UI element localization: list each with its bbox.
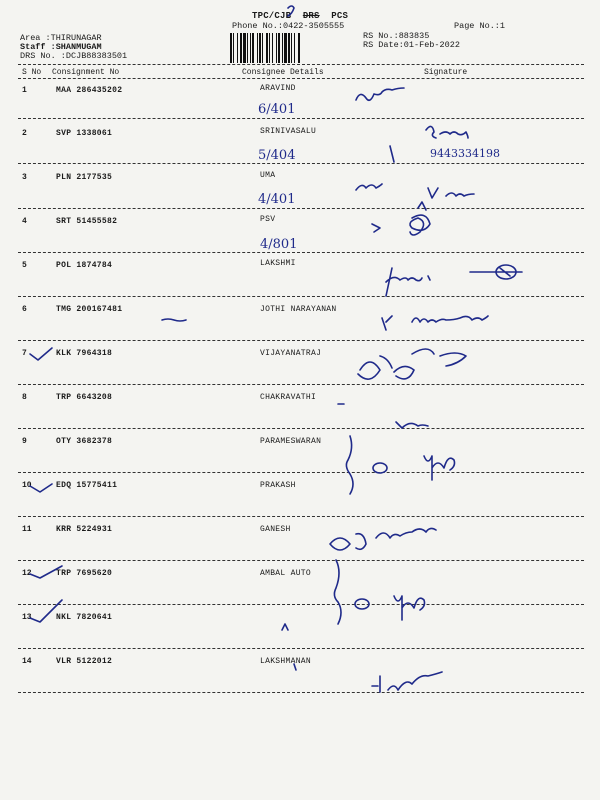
phone-number: Phone No.:0422-3505555 xyxy=(232,21,345,31)
row-consignee: VIJAYANATRAJ xyxy=(260,349,322,358)
row-consignment: NKL 7820641 xyxy=(56,613,113,622)
row-sno: 7 xyxy=(22,349,27,358)
row-consignee: UMA xyxy=(260,171,276,180)
row-sno: 10 xyxy=(22,481,32,490)
signature-11 xyxy=(330,528,436,550)
header-divider-bottom xyxy=(18,78,584,79)
signature-5-strike xyxy=(470,268,522,276)
row-consignment: MAA 286435202 xyxy=(56,86,123,95)
signature-13 xyxy=(394,596,425,620)
row-consignee: JOTHI NARAYANAN xyxy=(260,305,337,314)
door-number-4: 4/801 xyxy=(260,237,298,252)
door-number-1: 6/401 xyxy=(258,102,296,117)
row-check-7 xyxy=(30,348,52,360)
signature-3b xyxy=(428,188,474,198)
row-consignee: PRAKASH xyxy=(260,481,296,490)
barcode xyxy=(230,33,352,63)
signature-7 xyxy=(358,349,466,379)
row-consignee: SRINIVASALU xyxy=(260,127,317,136)
row-consignee: GANESH xyxy=(260,525,291,534)
column-header-consignment: Consignment No xyxy=(52,68,120,77)
row-consignment: KLK 7964318 xyxy=(56,349,113,358)
row-consignment: TRP 6643208 xyxy=(56,393,113,402)
page-number: Page No.:1 xyxy=(454,21,506,31)
row-consignee: ARAVIND xyxy=(260,84,296,93)
title-struck: DRS xyxy=(302,11,320,21)
row-sno: 3 xyxy=(22,173,27,182)
column-header-signature: Signature xyxy=(424,68,468,77)
row-consignment: POL 1874784 xyxy=(56,261,113,270)
row-divider xyxy=(18,428,584,429)
row-divider xyxy=(18,384,584,385)
area-field: Area :THIRUNAGAR xyxy=(20,33,102,43)
row-divider xyxy=(18,118,584,119)
door-number-2: 5/404 xyxy=(258,148,296,163)
door-number-3: 4/401 xyxy=(258,192,296,207)
signature-3a xyxy=(356,184,382,190)
row-divider xyxy=(18,604,584,605)
ink-tick-13 xyxy=(282,624,288,630)
header-divider-top xyxy=(18,64,584,65)
row-consignee: AMBAL AUTO xyxy=(260,569,312,578)
row-divider xyxy=(18,163,584,164)
staff-field: Staff :SHANMUGAM xyxy=(20,42,102,52)
row-consignment: EDQ 15775411 xyxy=(56,481,118,490)
row-divider xyxy=(18,516,584,517)
row-consignment: TRP 7695620 xyxy=(56,569,113,578)
row-sno: 8 xyxy=(22,393,27,402)
row-consignment: VLR 5122012 xyxy=(56,657,113,666)
row-consignment: OTY 3682378 xyxy=(56,437,113,446)
barcode-bar xyxy=(300,33,301,63)
drs-number: DRS No. :DCJB88383501 xyxy=(20,51,128,61)
row-consignment: KRR 5224931 xyxy=(56,525,113,534)
row-consignee: PARAMESWARAN xyxy=(260,437,322,446)
row-divider xyxy=(18,340,584,341)
rs-date: RS Date:01-Feb-2022 xyxy=(363,40,460,50)
ink-dash-6 xyxy=(162,319,186,321)
row-check-10 xyxy=(30,484,52,492)
row-sno: 14 xyxy=(22,657,32,666)
row-sno: 12 xyxy=(22,569,32,578)
document-title xyxy=(252,11,348,21)
ink-mark-4 xyxy=(372,224,380,232)
row-sno: 2 xyxy=(22,129,27,138)
row-consignee: LAKSHMI xyxy=(260,259,296,268)
row-consignment: SRT 51455582 xyxy=(56,217,118,226)
rs-number: RS No.:883835 xyxy=(363,31,430,41)
row-consignee: LAKSHMANAN xyxy=(260,657,312,666)
row-divider xyxy=(18,560,584,561)
row-sno: 1 xyxy=(22,86,27,95)
column-header-consignee: Consignee Details xyxy=(242,68,324,77)
row-sno: 9 xyxy=(22,437,27,446)
column-header-sno: S No xyxy=(22,68,42,77)
bracket-9 xyxy=(346,436,353,494)
signature-9 xyxy=(424,456,455,480)
row-divider xyxy=(18,648,584,649)
phone-number-2: 9443334198 xyxy=(430,147,500,160)
row-divider xyxy=(18,208,584,209)
row-divider xyxy=(18,692,584,693)
title-left: TPC/CJB xyxy=(252,11,292,21)
signature-4 xyxy=(410,202,430,235)
row-divider xyxy=(18,472,584,473)
signature-2 xyxy=(426,126,468,138)
title-right: PCS xyxy=(331,11,349,21)
signature-14 xyxy=(372,672,442,692)
row-sno: 4 xyxy=(22,217,27,226)
signature-5a xyxy=(386,268,430,296)
row-consignment: TMG 200167481 xyxy=(56,305,123,314)
row-consignee: CHAKRAVATHI xyxy=(260,393,317,402)
row-consignment: PLN 2177535 xyxy=(56,173,113,182)
slash-mark-2 xyxy=(390,146,394,162)
row-divider xyxy=(18,296,584,297)
row-divider xyxy=(18,252,584,253)
row-sno: 6 xyxy=(22,305,27,314)
signature-6 xyxy=(382,316,488,330)
row-consignee: PSV xyxy=(260,215,276,224)
row-sno: 13 xyxy=(22,613,32,622)
row-sno: 11 xyxy=(22,525,32,534)
signature-1 xyxy=(356,88,404,100)
row-consignment: SVP 1338061 xyxy=(56,129,113,138)
bracket-12 xyxy=(334,560,341,624)
row-sno: 5 xyxy=(22,261,27,270)
signature-5-circle xyxy=(496,265,516,279)
